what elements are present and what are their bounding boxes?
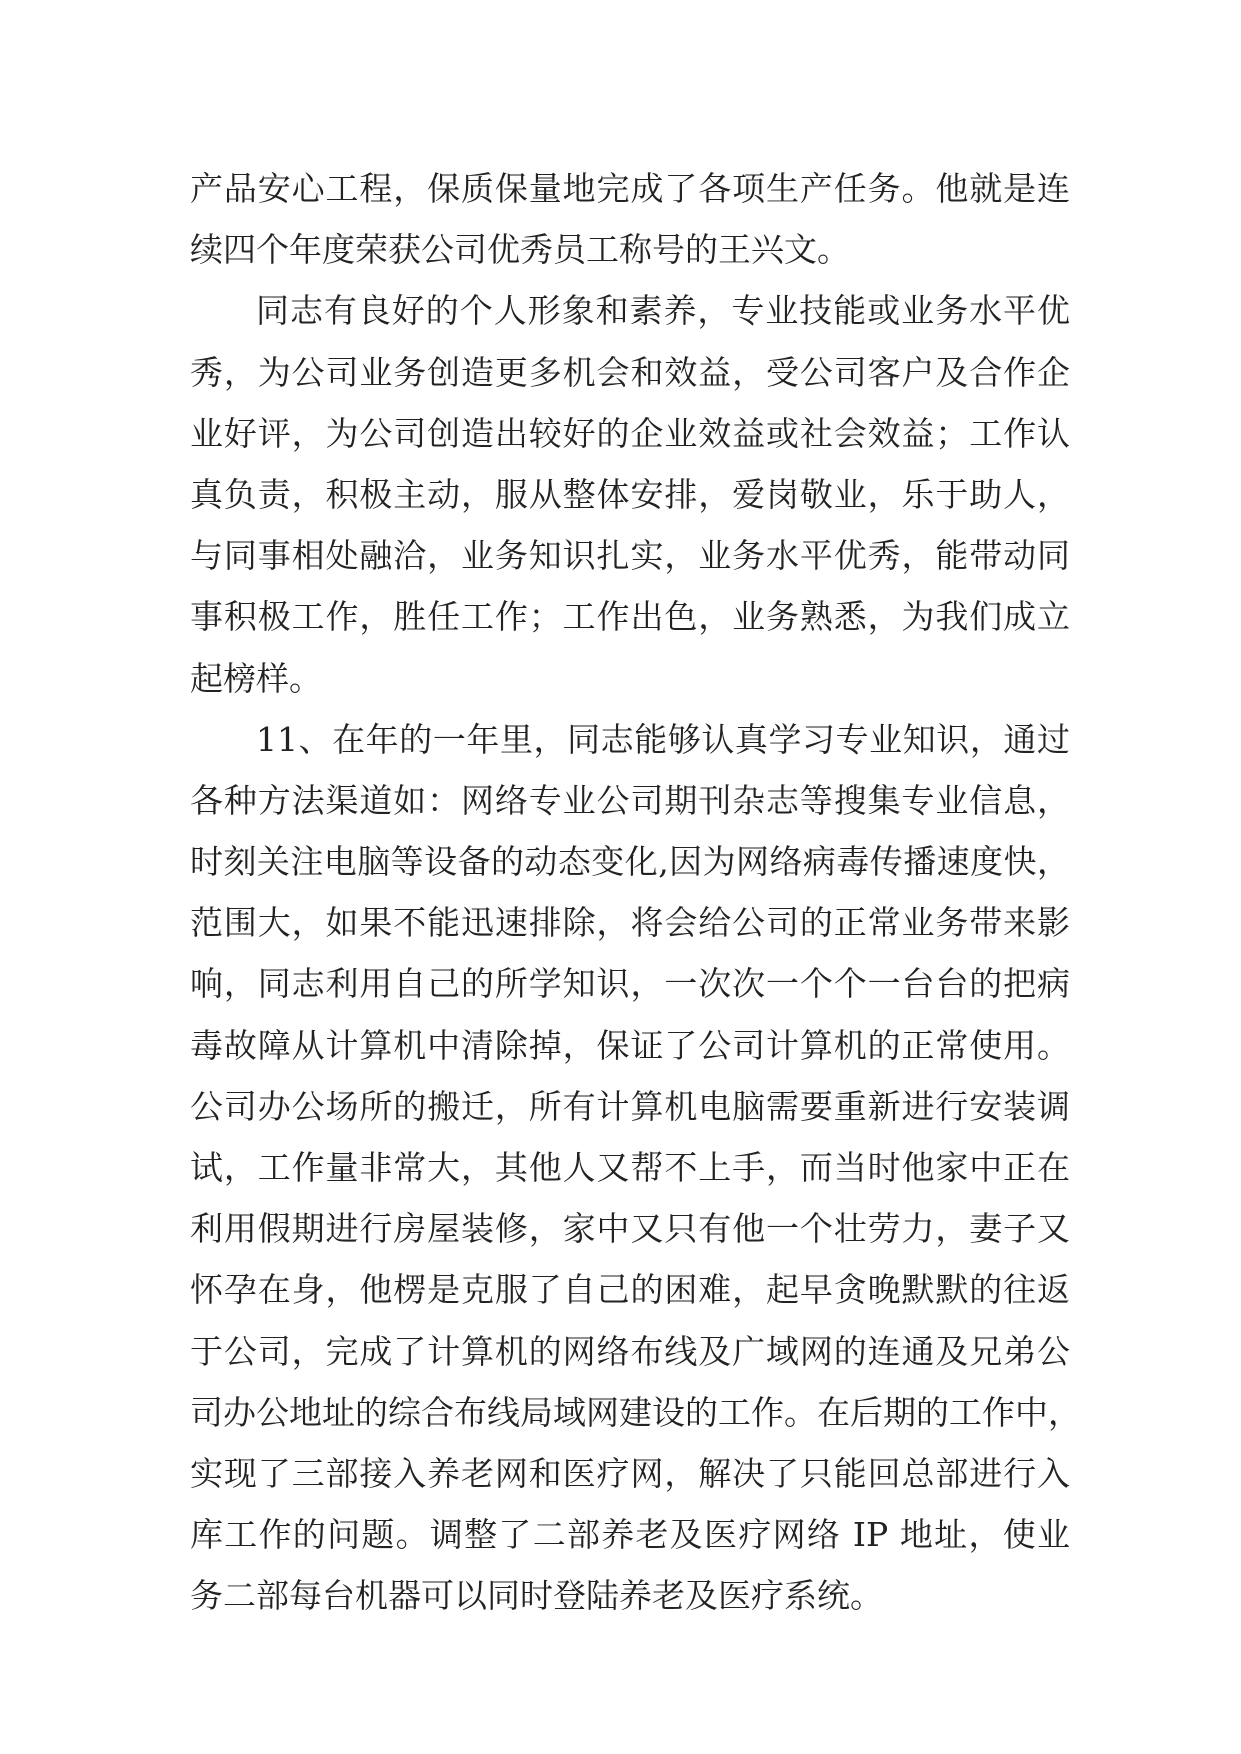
text-line: 怀孕在身，他楞是克服了自己的困难，起早贪晚默默的往返: [190, 1270, 1070, 1310]
text-line: 于公司，完成了计算机的网络布线及广域网的连通及兄弟公: [190, 1331, 1070, 1371]
text-line: 11、在年的一年里，同志能够认真学习专业知识，通过: [256, 719, 1070, 759]
text-line: 范围大，如果不能迅速排除，将会给公司的正常业务带来影: [190, 903, 1070, 943]
text-line: 务二部每台机器可以同时登陆养老及医疗系统。: [190, 1576, 883, 1616]
text-line: 库工作的问题。调整了二部养老及医疗网络 IP 地址，使业: [190, 1515, 1070, 1555]
paragraph-2: [190, 280, 1070, 708]
text-line: 时刻关注电脑等设备的动态变化,因为网络病毒传播速度快，: [190, 842, 1070, 882]
text-line: 秀，为公司业务创造更多机会和效益，受公司客户及合作企: [190, 352, 1070, 392]
text-line: 实现了三部接入养老网和医疗网，解决了只能回总部进行入: [190, 1453, 1070, 1493]
paragraph-3: [190, 709, 1081, 1627]
text-line: 司办公地址的综合布线局域网建设的工作。在后期的工作中，: [190, 1392, 1081, 1432]
paragraph-1: [190, 158, 1070, 280]
text-line: 利用假期进行房屋装修，家中又只有他一个壮劳力，妻子又: [190, 1209, 1070, 1249]
text-line: 公司办公场所的搬迁，所有计算机电脑需要重新进行安装调: [190, 1086, 1070, 1126]
text-line: 业好评，为公司创造出较好的企业效益或社会效益；工作认: [190, 413, 1070, 453]
text-line: 各种方法渠道如：网络专业公司期刊杂志等搜集专业信息，: [190, 780, 1070, 820]
text-line: 试，工作量非常大，其他人又帮不上手，而当时他家中正在: [190, 1148, 1070, 1187]
text-line: 同志有良好的个人形象和素养，专业技能或业务水平优: [256, 291, 1070, 331]
text-line: 起榜样。: [190, 658, 322, 698]
text-line: 与同事相处融洽，业务知识扎实，业务水平优秀，能带动同: [190, 536, 1070, 576]
text-line: 续四个年度荣获公司优秀员工称号的王兴文。: [190, 230, 850, 270]
text-line: 产品安心工程，保质保量地完成了各项生产任务。他就是连: [190, 169, 1070, 208]
text-line: 响，同志利用自己的所学知识，一次次一个个一台台的把病: [190, 964, 1070, 1004]
text-line: 毒故障从计算机中清除掉，保证了公司计算机的正常使用。: [190, 1025, 1070, 1065]
document-body: [190, 158, 1081, 1627]
text-line: 真负责，积极主动，服从整体安排，爱岗敬业，乐于助人，: [190, 474, 1070, 514]
text-line: 事积极工作，胜任工作；工作出色，业务熟悉，为我们成立: [190, 597, 1070, 637]
